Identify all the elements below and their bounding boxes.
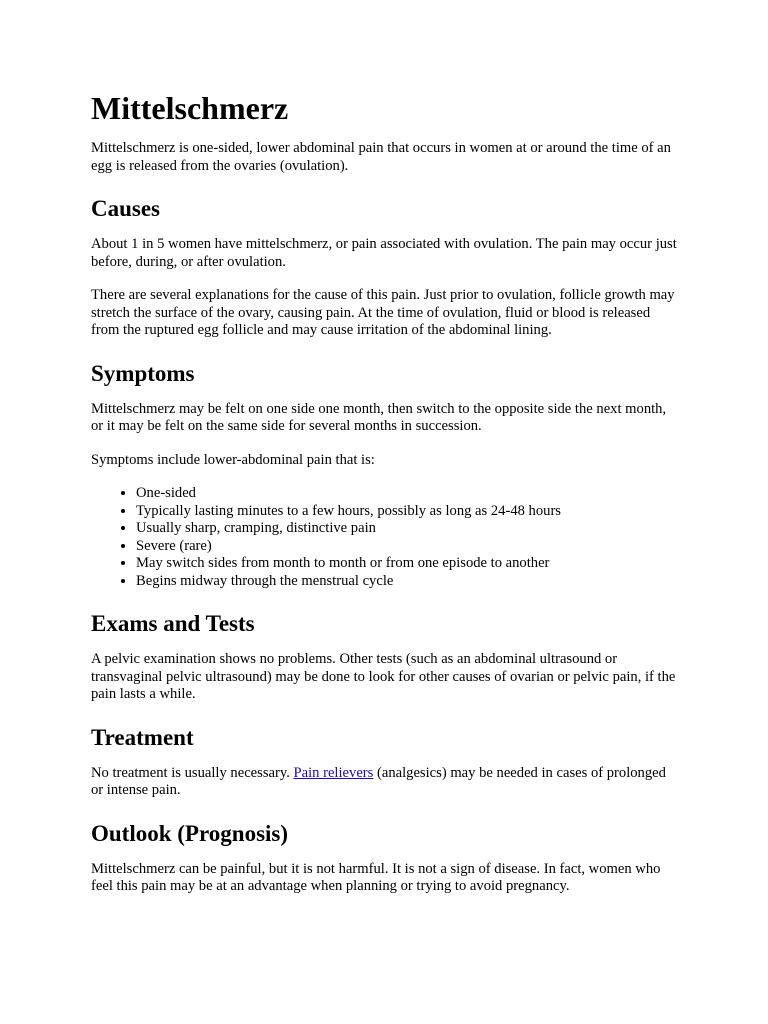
exams-heading: Exams and Tests <box>91 611 255 636</box>
symptoms-paragraph-1: Mittelschmerz may be felt on one side one month, then switch to the opposite side the next month, or it may be felt on the same side for several months in succession. <box>91 400 667 434</box>
symptoms-heading: Symptoms <box>91 360 195 386</box>
causes-heading: Causes <box>91 196 161 221</box>
symptoms-paragraph-2: Symptoms include lower-abdominal pain that is: <box>91 451 375 468</box>
intro-paragraph: Mittelschmerz is one-sided, lower abdominal pain that occurs in women at or around the time of an egg is released from the ovaries (ovulation). <box>91 140 671 174</box>
causes-paragraph-1: About 1 in 5 women have mittelschmerz, or pain associated with ovulation. The pain may occur just before, during, or after ovulation. <box>91 236 677 270</box>
treatment-text-after: (analgesics) may be needed in cases of prolonged or intense pain. <box>91 764 666 798</box>
treatment-paragraph <box>91 765 678 800</box>
causes-paragraph-2: There are several explanations for the cause of this pain. Just prior to ovulation, follicle growth may stretch the surface of the ovary, causing pain. At the time of ovulation, fluid or blood is released from the ruptured egg follicle and may cause irritation of the abdominal lining. <box>91 287 675 338</box>
list-item: • One-sided <box>136 485 678 503</box>
page-title: Mittelschmerz <box>91 90 289 126</box>
treatment-text-before: No treatment is usually necessary. <box>91 764 294 781</box>
list-item: • Begins midway through the menstrual cycle <box>136 573 678 591</box>
symptoms-list <box>91 485 678 590</box>
treatment-heading: Treatment <box>91 724 194 750</box>
outlook-heading: Outlook (Prognosis) <box>91 820 289 846</box>
outlook-paragraph: Mittelschmerz can be painful, but it is not harmful. It is not a sign of disease. In fact, women who feel this pain may be at an advantage when planning or trying to avoid pregnancy. <box>91 860 661 894</box>
exams-paragraph: A pelvic examination shows no problems. Other tests (such as an abdominal ultrasound or transvaginal pelvic ultrasound) may be done to look for other causes of ovarian or pelvic pain, if the pain lasts a while. <box>91 651 676 702</box>
pain-relievers-link[interactable]: Pain relievers <box>293 764 374 781</box>
list-item: • Severe (rare) <box>136 538 678 556</box>
list-item: • Usually sharp, cramping, distinctive pain <box>136 520 678 538</box>
list-item: • Typically lasting minutes to a few hours, possibly as long as 24-48 hours <box>136 503 678 521</box>
list-item: • May switch sides from month to month or from one episode to another <box>136 555 678 573</box>
